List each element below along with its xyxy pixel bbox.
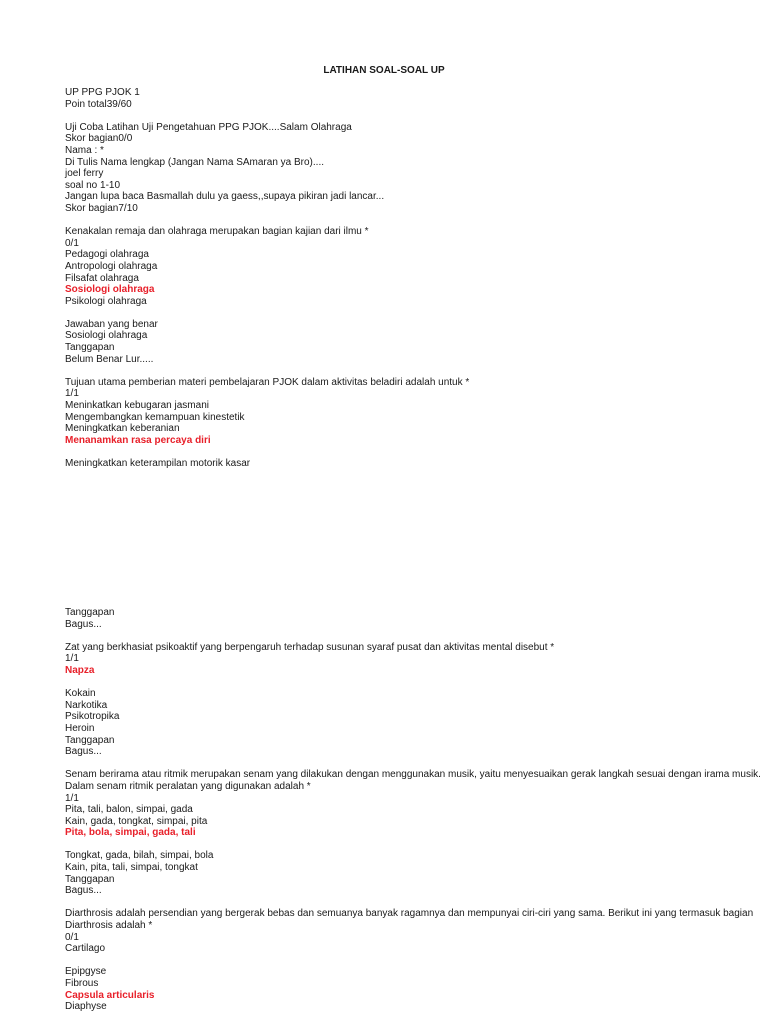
feedback-value: Bagus... bbox=[65, 746, 102, 758]
q4-option: Tongkat, gada, bilah, simpai, bola bbox=[65, 850, 214, 862]
q3-option: Heroin bbox=[65, 722, 95, 734]
feedback-value: Bagus... bbox=[65, 885, 102, 897]
q4-option: Kain, pita, tali, simpai, tongkat bbox=[65, 862, 198, 874]
question-2: Tujuan utama pemberian materi pembelajaran PJOK dalam aktivitas beladiri adalah untuk * bbox=[65, 376, 470, 388]
feedback-label: Tanggapan bbox=[65, 873, 115, 885]
q3-option: Narkotika bbox=[65, 699, 108, 711]
q2-option: Meninkatkan kebugaran jasmani bbox=[65, 400, 209, 412]
q3-option: Kokain bbox=[65, 688, 96, 700]
section-score: Skor bagian0/0 bbox=[65, 133, 133, 145]
q2-option: Mengembangkan kemampuan kinestetik bbox=[65, 411, 245, 423]
feedback-label: Tanggapan bbox=[65, 342, 115, 354]
q4-selected-option: Pita, bola, simpai, gada, tali bbox=[65, 827, 196, 839]
question-1: Kenakalan remaja dan olahraga merupakan bagian kajian dari ilmu * bbox=[65, 226, 369, 238]
q1-selected-option: Sosiologi olahraga bbox=[65, 284, 155, 296]
q2-option: Meningkatkan keterampilan motorik kasar bbox=[65, 458, 251, 469]
q1-option: Pedagogi olahraga bbox=[65, 249, 149, 261]
question-4-line-2: Dalam senam ritmik peralatan yang digunakan adalah * bbox=[65, 780, 311, 792]
feedback-label: Tanggapan bbox=[65, 607, 115, 618]
correct-answer-value: Sosiologi olahraga bbox=[65, 330, 148, 342]
name-hint: Di Tulis Nama lengkap (Jangan Nama SAmaran ya Bro).... bbox=[65, 156, 324, 168]
q2-selected-option: Menanamkan rasa percaya diri bbox=[65, 434, 211, 446]
q5-option: Cartilago bbox=[65, 943, 106, 955]
q1-option: Psikologi olahraga bbox=[65, 295, 147, 307]
question-5-line-2: Diarthrosis adalah * bbox=[65, 920, 153, 932]
q1-option: Antropologi olahraga bbox=[65, 260, 158, 272]
document-title: LATIHAN SOAL-SOAL UP bbox=[323, 65, 445, 76]
q3-selected-option: Napza bbox=[65, 664, 95, 676]
feedback-value: Bagus... bbox=[65, 618, 102, 630]
q5-option: Epipgyse bbox=[65, 966, 107, 978]
question-3-score: 1/1 bbox=[65, 653, 79, 665]
feedback-value: Belum Benar Lur..... bbox=[65, 353, 154, 365]
question-3: Zat yang berkhasiat psikoaktif yang berpengaruh terhadap susunan syaraf pusat dan aktivitas mental disebut * bbox=[65, 641, 555, 653]
q4-option: Pita, tali, balon, simpai, gada bbox=[65, 804, 193, 816]
question-5-line-1: Diarthrosis adalah persendian yang bergerak bebas dan semuanya banyak ragamnya dan mempunyai ciri-ciri yang sama. Berikut ini yang termasuk bagian bbox=[65, 908, 754, 920]
section-score: Skor bagian7/10 bbox=[65, 202, 138, 214]
reminder-text: Jangan lupa baca Basmallah dulu ya gaess,,supaya pikiran jadi lancar... bbox=[65, 191, 385, 203]
question-4-line-1: Senam berirama atau ritmik merupakan senam yang dilakukan dengan menggunakan musik, yaitu menyesuaikan gerak langkah sesuai dengan irama musik. bbox=[65, 769, 761, 781]
feedback-label: Tanggapan bbox=[65, 734, 115, 746]
q4-option: Kain, gada, tongkat, simpai, pita bbox=[65, 815, 208, 827]
question-4-score: 1/1 bbox=[65, 792, 79, 804]
question-1-score: 0/1 bbox=[65, 237, 79, 249]
name-label: Nama : * bbox=[65, 144, 104, 156]
q1-option: Filsafat olahraga bbox=[65, 272, 139, 284]
question-5-score: 0/1 bbox=[65, 931, 79, 943]
content-bottom bbox=[65, 607, 761, 1013]
intro-description: Uji Coba Latihan Uji Pengetahuan PPG PJOK....Salam Olahraga bbox=[65, 121, 352, 133]
q5-option: Diaphyse bbox=[65, 1001, 107, 1013]
question-2-score: 1/1 bbox=[65, 388, 79, 400]
correct-answer-label: Jawaban yang benar bbox=[65, 318, 158, 330]
q5-option: Fibrous bbox=[65, 978, 99, 989]
question-range: soal no 1-10 bbox=[65, 179, 121, 191]
content-top bbox=[65, 87, 755, 470]
q5-selected-option: Capsula articularis bbox=[65, 989, 155, 1001]
total-points: Poin total39/60 bbox=[65, 98, 132, 110]
q3-option: Psikotropika bbox=[65, 711, 120, 723]
q2-option: Meningkatkan keberanian bbox=[65, 423, 180, 435]
exam-name: UP PPG PJOK 1 bbox=[65, 87, 140, 98]
name-value: joel ferry bbox=[65, 168, 104, 180]
